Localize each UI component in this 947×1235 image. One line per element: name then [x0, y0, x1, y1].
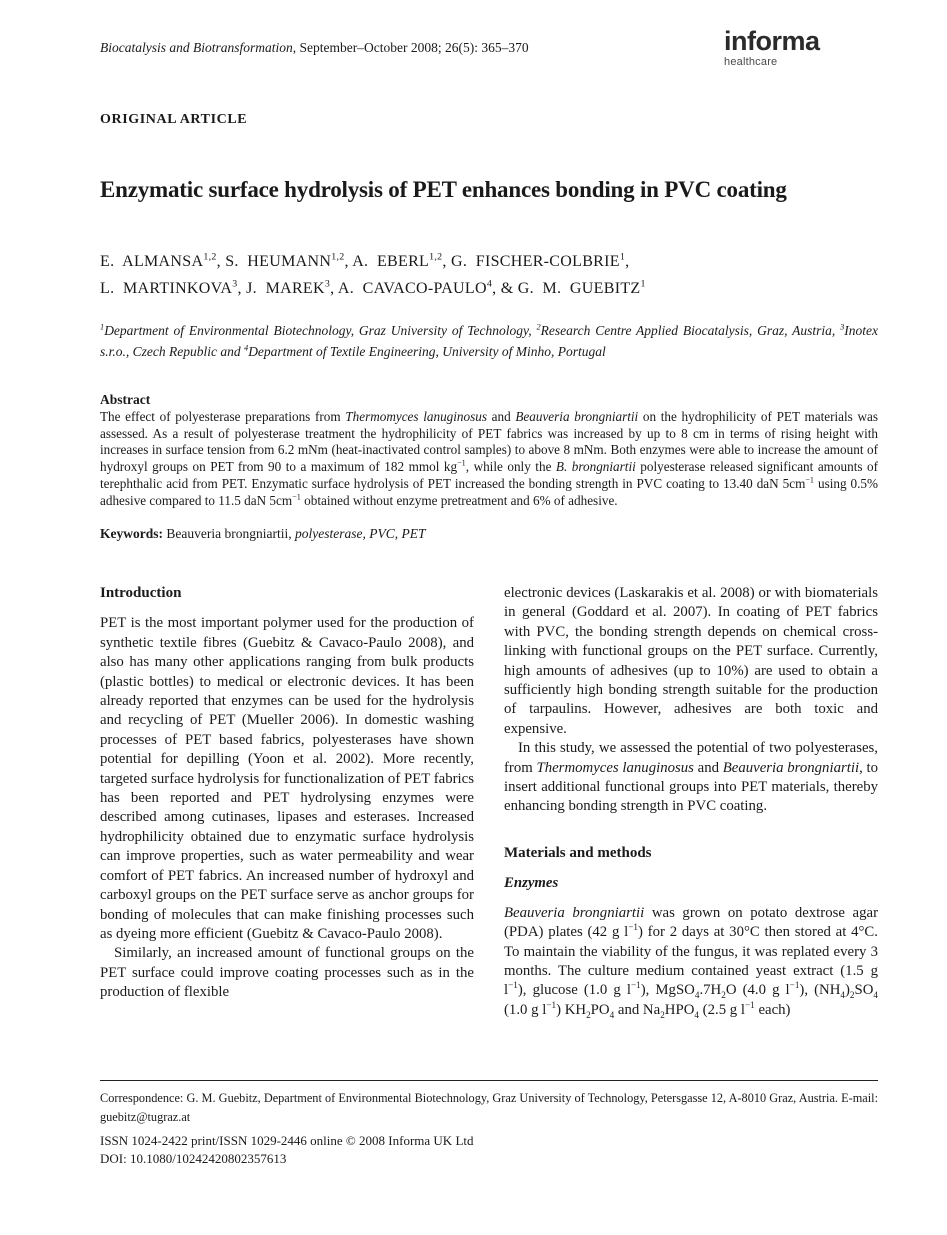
- article-title: Enzymatic surface hydrolysis of PET enhances bonding in PVC coating: [100, 177, 787, 202]
- intro-paragraph-1: PET is the most important polymer used for the production of synthetic textile fibres (Guebitz & Cavaco-Paulo 2008), and also has many other applications ranging from bulk products (plastic bottles) to medical or electronic devices. It has been already reported that enzymes can be used for the hydrolysis and recycling of PET (Mueller 2006). In domestic washing processes of PET based fabrics, polyesterases have shown potential for depilling (Yoon et al. 2002). More recently, targeted surface hydrolysis for functionalization of PET fabrics has been reported and PET hydrolysing enzymes were described among cutinases, lipases and esterases. Increased hydrophilicity obtained due to enzymatic surface hydrolysis can improve properties, such as water permeability and wear comfort of PET fabrics. An increased number of hydroxyl and carboxyl groups on the PET surface serve as anchor groups for bonding of molecules that can make finishing processes such as dyeing more efficient (Guebitz & Cavaco-Paulo 2008).: [100, 615, 474, 942]
- footer-divider: [100, 1080, 878, 1081]
- authors-block: [100, 248, 878, 302]
- article-type-label: ORIGINAL ARTICLE: [100, 112, 248, 127]
- authors-line-1: E. ALMANSA$^{1,2}$, S. HEUMANN$^{1,2}$, A. EBERL$^{1,2}$, G. FISCHER-COLBRIE$^1$,: [100, 251, 630, 270]
- keywords-line: Keywords: Beauveria brongniartii, polyesterase, PVC, PET: [100, 526, 426, 541]
- body-right-column: [504, 584, 878, 1020]
- body-columns: [100, 584, 878, 1020]
- abstract-text: The effect of polyesterase preparations from Thermomyces lanuginosus and Beauveria brongniartii on the hydrophilicity of PET materials was assessed. As a result of polyesterase treatment the hydrophilicity of PET fabrics was increased by up to 8 cm in terms of rising height with increases in surface tension from 6.2 mNm (heat-inactivated control samples) to above 8 mNm. Both enzymes were able to increase the amount of hydroxyl groups on PET from 90 to a maximum of 182 mmol $kg^{-1}$, while only the B. brongniartii polyesterase released significant amounts of terephthalic acid from PET. Enzymatic surface hydrolysis of PET increased the bonding strength in PVC coating to 13.40 daN $5cm^{-1}$ using 0.5% adhesive compared to 11.5 daN $5cm^{-1}$ obtained without enzyme pretreatment and 6% of adhesive.: [100, 408, 878, 508]
- journal-citation-line: Biocatalysis and Biotransformation, September–October 2008; 26(5): 365–370: [100, 40, 529, 55]
- abstract-section: [100, 392, 878, 510]
- doi-line: DOI: 10.1080/10242420802357613: [100, 1151, 287, 1166]
- affiliations: $^1$Department of Environmental Biotechnology, Graz University of Technology, $^2$Research Centre Applied Biocatalysis, Graz, Austria, $^3$Inotex s.r.o., Czech Republic and $^4$Department of Textile Engineering, University of Minho, Portugal: [100, 322, 878, 359]
- body-left-column: [100, 584, 474, 1020]
- authors-line-2: L. MARTINKOVA$^3$, J. MAREK$^3$, A. CAVACO-PAULO$^4$, & G. M. GUEBITZ$^1$: [100, 278, 646, 297]
- enzymes-subheading: Enzymes: [504, 875, 559, 892]
- informa-wordmark: informa: [724, 26, 820, 56]
- intro-paragraph-2-right: electronic devices (Laskarakis et al. 2008) or with biomaterials in general (Goddard et al. 2007). In coating of PET fabrics with PVC, the bonding strength depends on chemical cross-linking with functional groups on the PET surface. Currently, high amounts of adhesives (up to 10%) are used to obtain a sufficiently high bonding strength suitable for the production of tarpaulins. However, adhesives are both toxic and expensive.: [504, 585, 878, 737]
- intro-paragraph-2-left: Similarly, an increased amount of functional groups on the PET surface could improve coating processes such as in the production of flexible: [100, 945, 474, 1001]
- enzymes-paragraph: Beauveria brongniartii was grown on potato dextrose agar (PDA) plates (42 g $l^{-1}$) for 2 days at 30°C then stored at 4°C. To maintain the viability of the fungus, it was replated every 3 months. The culture medium contained yeast extract (1.5 g $l^{-1}$), glucose (1.0 g $l^{-1}$), $MgSO_4.7H_2O$ (4.0 g $l^{-1}$), $(NH_4)_2SO_4$ (1.0 g $l^{-1}$) $KH_2PO_4$ and $Na_2HPO_4$ (2.5 g $l^{-1}$ each): [504, 904, 879, 1020]
- introduction-heading: Introduction: [100, 585, 182, 601]
- healthcare-tagline: healthcare: [724, 56, 778, 68]
- materials-methods-heading: Materials and methods: [504, 844, 652, 861]
- correspondence-note: Correspondence: G. M. Guebitz, Department of Environmental Biotechnology, Graz University of Technology, Petersgasse 12, A-8010 Graz, Austria. E-mail: guebitz@tugraz.at: [100, 1091, 878, 1124]
- abstract-heading: Abstract: [100, 392, 151, 407]
- publisher-logo: [724, 28, 864, 68]
- issn-line: ISSN 1024-2422 print/ISSN 1029-2446 online © 2008 Informa UK Ltd: [100, 1133, 474, 1148]
- study-aim-paragraph: In this study, we assessed the potential of two polyesterases, from Thermomyces lanuginosus and Beauveria brongniartii, to insert additional functional groups into PET materials, thereby enhancing bonding strength in PVC coating.: [504, 740, 878, 815]
